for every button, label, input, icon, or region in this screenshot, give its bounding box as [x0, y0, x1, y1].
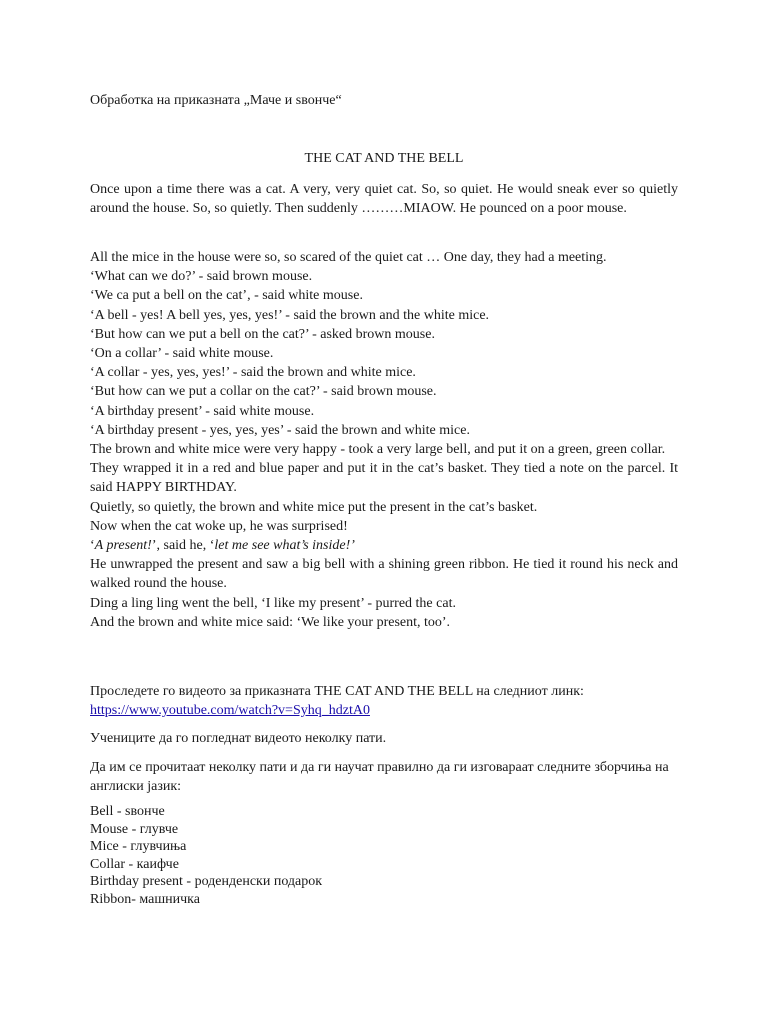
vocabulary-item: Ribbon- машничка: [90, 891, 200, 907]
story-line: Quietly, so quietly, the brown and white mice put the present in the cat’s basket.: [90, 499, 538, 515]
vocabulary-item: Birthday present - роденденски подарок: [90, 874, 323, 890]
story-line: He unwrapped the present and saw a big bell with a shining green ribbon. He tied it round his neck and walked round the house.: [90, 557, 678, 592]
story-line: ‘A birthday present - yes, yes, yes’ - said the brown and white mice.: [90, 422, 470, 438]
video-link[interactable]: https://www.youtube.com/watch?v=Syhq_hdztA0: [90, 703, 370, 718]
story-line: Now when the cat woke up, he was surprised!: [90, 518, 348, 534]
vocabulary-list: [90, 803, 322, 909]
story-line: The brown and white mice were very happy - took a very large bell, and put it on a green, green collar.: [90, 442, 666, 458]
document-heading: Обработка на приказната „Маче и ѕвонче“: [90, 93, 342, 108]
story-line: They wrapped it in a red and blue paper and put it in the cat’s basket. They tied a note on the parcel. It said HAPPY BIRTHDAY.: [90, 461, 678, 496]
present-said-he: ’, said he, ‘: [151, 538, 215, 554]
story-line: ‘A birthday present’ - said white mouse.: [90, 403, 315, 419]
story-intro-paragraph: Once upon a time there was a cat. A very, very quiet cat. So, so quiet. He would sneak ever so quietly around the house. So, so quietly. Then suddenly ………MIAOW. He pounced on a poor mouse.: [90, 182, 678, 217]
story-line: All the mice in the house were so, so scared of the quiet cat … One day, they had a meeting.: [90, 250, 607, 265]
watch-instruction: Учениците да го погледнат видеото неколку пати.: [90, 731, 387, 746]
vocabulary-item: Bell - ѕвонче: [90, 804, 165, 819]
video-instruction: Проследете го видеото за приказната THE CAT AND THE BELL на следниот линк:: [90, 684, 584, 699]
story-body: [90, 248, 678, 632]
vocabulary-item: Mouse - глувче: [90, 821, 179, 837]
story-line: ‘On a collar’ - said white mouse.: [90, 346, 274, 362]
present-open-quote: ‘: [90, 538, 95, 554]
vocabulary-item: Collar - каифче: [90, 856, 179, 872]
present-line: [90, 536, 678, 555]
learn-instruction: Да им се прочитаат неколку пати и да ги научат правилно да ги изговараат следните зборчиња на англиски јазик:: [90, 760, 669, 795]
story-line: ‘A bell - yes! A bell yes, yes, yes!’ - said the brown and the white mice.: [90, 307, 490, 323]
story-title: THE CAT AND THE BELL: [304, 151, 464, 166]
story-line: And the brown and white mice said: ‘We like your present, too’.: [90, 614, 451, 630]
story-line: ‘We ca put a bell on the cat’, - said white mouse.: [90, 288, 363, 304]
story-line: Ding a ling ling went the bell, ‘I like my present’ - purred the cat.: [90, 595, 456, 611]
story-line: ‘What can we do?’ - said brown mouse.: [90, 269, 313, 285]
vocabulary-item: Mice - глувчиња: [90, 839, 187, 855]
story-line: ‘But how can we put a bell on the cat?’ - asked brown mouse.: [90, 326, 435, 342]
present-exclamation: A present!: [94, 538, 152, 554]
present-inside-quote: let me see what’s inside!’: [214, 538, 355, 554]
story-line: ‘But how can we put a collar on the cat?’ - said brown mouse.: [90, 384, 437, 400]
story-line: ‘A collar - yes, yes, yes!’ - said the brown and white mice.: [90, 365, 416, 381]
